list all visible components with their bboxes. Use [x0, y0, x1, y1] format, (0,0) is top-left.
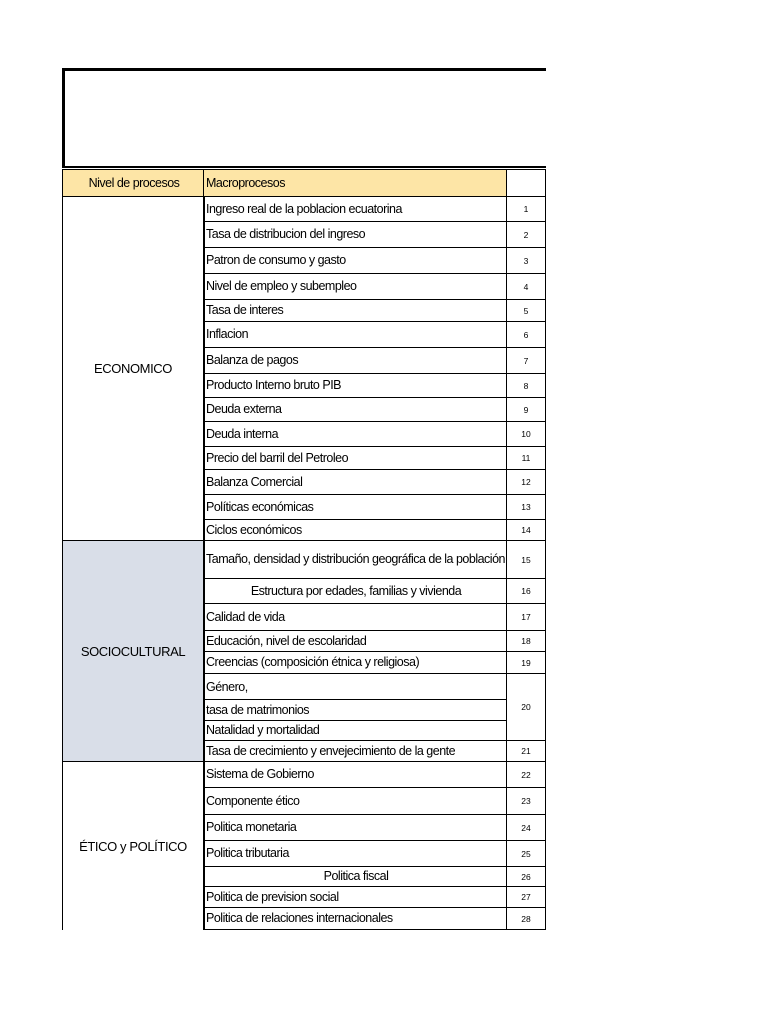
row-number: 1	[507, 197, 546, 222]
row-number: 23	[507, 788, 546, 815]
row-number: 19	[507, 652, 546, 674]
row-number: 10	[507, 422, 546, 447]
macroproceso-row: Ingreso real de la poblacion ecuatorina	[204, 197, 507, 222]
row-number: 9	[507, 398, 546, 422]
macroproceso-row: Deuda externa	[204, 398, 507, 422]
row-number: 2	[507, 222, 546, 248]
row-number: 16	[507, 579, 546, 604]
row-number: 11	[507, 447, 546, 470]
macroproceso-row: Balanza Comercial	[204, 470, 507, 495]
macroproceso-row: Creencias (composición étnica y religiosa)	[204, 652, 507, 674]
column-divider	[204, 197, 205, 930]
row-number: 21	[507, 741, 546, 762]
row-number: 12	[507, 470, 546, 495]
header-level: Nivel de procesos	[62, 169, 204, 197]
macroproceso-row: Natalidad y mortalidad	[204, 721, 507, 741]
title-box	[62, 68, 546, 168]
category-economico: ECONOMICO	[62, 197, 204, 541]
macroproceso-row: Politica tributaria	[204, 841, 507, 867]
macroproceso-row: Politica monetaria	[204, 815, 507, 841]
macroproceso-row: Calidad de vida	[204, 604, 507, 631]
row-number: 25	[507, 841, 546, 867]
macroproceso-row: Deuda interna	[204, 422, 507, 447]
row-number: 14	[507, 520, 546, 541]
macroproceso-row: Tasa de crecimiento y envejecimiento de la gente	[204, 741, 507, 762]
row-number: 27	[507, 887, 546, 908]
macroproceso-row: Precio del barril del Petroleo	[204, 447, 507, 470]
row-number: 28	[507, 908, 546, 930]
macroproceso-row: Educación, nivel de escolaridad	[204, 631, 507, 652]
header-macroprocesos: Macroprocesos	[204, 169, 507, 197]
header-number-cell	[507, 169, 546, 197]
row-number: 13	[507, 495, 546, 520]
title-box-divider	[62, 166, 546, 168]
macroproceso-row: Componente ético	[204, 788, 507, 815]
macroproceso-row: Sistema de Gobierno	[204, 762, 507, 788]
macroproceso-row: Tasa de distribucion del ingreso	[204, 222, 507, 248]
row-number: 5	[507, 300, 546, 322]
macroproceso-row: Estructura por edades, familias y vivienda	[204, 579, 507, 604]
row-number: 15	[507, 541, 546, 579]
row-number: 18	[507, 631, 546, 652]
macroproceso-row: Ciclos económicos	[204, 520, 507, 541]
macroproceso-row: Políticas económicas	[204, 495, 507, 520]
row-number: 26	[507, 867, 546, 887]
row-number: 22	[507, 762, 546, 788]
row-number: 17	[507, 604, 546, 631]
row-number: 8	[507, 374, 546, 398]
category-sociocultural: SOCIOCULTURAL	[62, 541, 204, 762]
row-number: 24	[507, 815, 546, 841]
macroproceso-row: Politica de prevision social	[204, 887, 507, 908]
macroproceso-row: Inflacion	[204, 322, 507, 348]
macroproceso-row: Politica de relaciones internacionales	[204, 908, 507, 930]
row-number: 7	[507, 348, 546, 374]
macroproceso-row: Balanza de pagos	[204, 348, 507, 374]
macroproceso-row: Politica fiscal	[204, 867, 507, 887]
category-etico-politico: ÉTICO y POLÍTICO	[62, 762, 204, 930]
macroproceso-row: Tasa de interes	[204, 300, 507, 322]
row-number: 4	[507, 274, 546, 300]
macroproceso-row: tasa de matrimonios	[204, 699, 507, 721]
row-number: 3	[507, 248, 546, 274]
row-number: 20	[507, 674, 546, 741]
macroproceso-row: Producto Interno bruto PIB	[204, 374, 507, 398]
macroproceso-row: Patron de consumo y gasto	[204, 248, 507, 274]
macroproceso-row: Tamaño, densidad y distribución geográfica de la población	[204, 541, 507, 579]
row-number: 6	[507, 322, 546, 348]
macroproceso-row: Género,	[204, 674, 507, 700]
macroproceso-row: Nivel de empleo y subempleo	[204, 274, 507, 300]
